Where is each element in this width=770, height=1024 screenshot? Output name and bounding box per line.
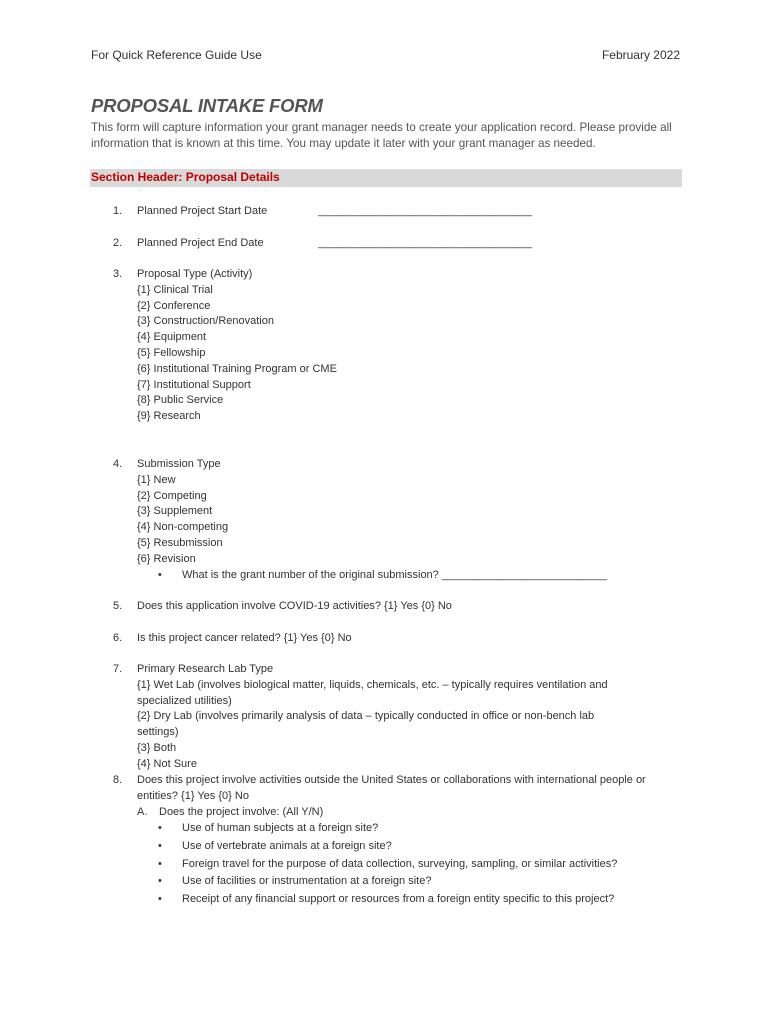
bullet-text: Use of facilities or instrumentation at a foreign site? [182,875,432,888]
question-text: Does this application involve COVID-19 activities? {1} Yes {0} No [137,600,452,612]
question-label: Planned Project Start Date [137,205,268,217]
option-item: {4} Not Sure [137,757,197,770]
bullet-item [137,891,682,909]
question-number: 4. [113,458,123,470]
bullet-text: Use of vertebrate animals at a foreign site? [182,839,392,852]
sub-question [137,805,682,821]
option-item: {5} Fellowship [137,346,206,359]
bullet-item [137,568,677,584]
section-header: Section Header: Proposal Details [91,170,280,184]
option-item: {5} Resubmission [137,536,223,549]
bullet-text: Foreign travel for the purpose of data collection, surveying, sampling, or similar activities? [182,857,618,870]
option-item: {2} Dry Lab (involves primarily analysis of data – typically conducted in office or non-bench lab settings) [137,710,595,739]
option-item: {9} Research [137,410,201,423]
start-date-blank[interactable]: ___________________________________ [318,205,533,217]
header-left: For Quick Reference Guide Use [91,48,262,62]
option-item: {1} Wet Lab (involves biological matter, liquids, chemicals, etc. – typically requires ventilation and specialized utilities) [137,678,608,707]
option-item: {1} Clinical Trial [137,283,213,296]
header-date: February 2022 [601,48,680,62]
bullet-item [137,820,682,838]
page-title: PROPOSAL INTAKE FORM [91,95,323,116]
sub-letter: A. [137,805,148,818]
option-item: {6} Institutional Training Program or CME [137,362,337,375]
bullet-dot-icon: • [158,892,162,905]
question-text: Does this project involve activities outside the United States or collaborations with international people or entities? {1} Yes {0} No [137,774,646,802]
question-label: Submission Type [137,458,221,470]
sub-question-label: Does the project involve: (All Y/N) [159,805,324,818]
question-text: Is this project cancer related? {1} Yes {0} No [137,632,352,644]
option-item: {7} Institutional Support [137,378,251,391]
option-item: {3} Construction/Renovation [137,315,274,328]
bullet-item [137,873,682,891]
question-number: 7. [113,663,123,675]
option-item: {3} Both [137,741,177,754]
end-date-blank[interactable]: ___________________________________ [318,237,533,249]
bullet-dot-icon: • [158,568,162,581]
option-item: {6} Revision [137,552,196,565]
bullet-item [137,838,682,856]
question-label: Planned Project End Date [137,237,264,249]
question-number: 2. [113,237,123,249]
bullet-text: Use of human subjects at a foreign site? [182,822,379,835]
question-number: 1. [113,205,123,217]
original-grant-number-prompt[interactable]: What is the grant number of the original submission? ___________________________ [182,568,608,581]
option-item: {2} Conference [137,299,211,312]
option-item: {3} Supplement [137,505,213,518]
question-number: 6. [113,632,123,644]
question-number: 8. [113,774,123,786]
question-label: Proposal Type (Activity) [137,268,253,280]
intro-paragraph: This form will capture information your grant manager needs to create your application record. Please provide all information that is known at this time. You may update it later with your grant manager as needed. [91,121,672,150]
question-number: 3. [113,268,123,280]
option-item: {1} New [137,473,176,486]
bullet-text: Receipt of any financial support or resources from a foreign entity specific to this project? [182,892,615,905]
option-item: {8} Public Service [137,394,224,407]
bullet-dot-icon: • [158,822,162,835]
option-item: {4} Equipment [137,331,207,344]
bullet-item [137,856,682,874]
bullet-dot-icon: • [158,857,162,870]
bullet-dot-icon: • [158,839,162,852]
bullet-dot-icon: • [158,875,162,888]
option-item: {4} Non-competing [137,521,229,534]
section-header-bar [90,169,682,187]
question-label: Primary Research Lab Type [137,663,274,675]
question-number: 5. [113,600,123,612]
option-item: {2} Competing [137,489,207,502]
